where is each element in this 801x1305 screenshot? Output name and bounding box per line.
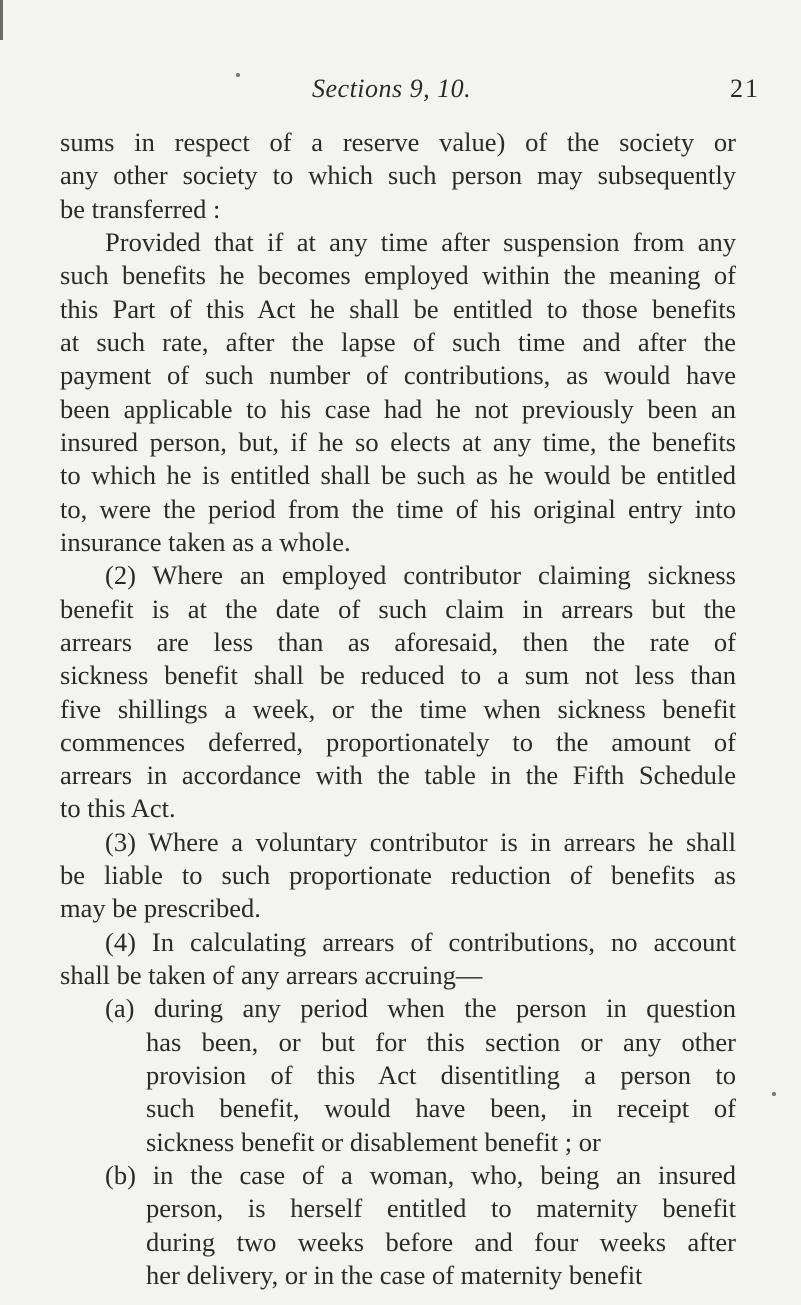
text-line: (2) Where an employed contributor claiming sickness xyxy=(105,560,736,590)
text-line: insured person, but, if he so elects at any time, the benefits xyxy=(60,427,736,457)
text-line: sickness benefit or disablement benefit ; or xyxy=(146,1127,601,1157)
page-number: 21 xyxy=(730,74,760,103)
text-line: (a) during any period when the person in question xyxy=(105,993,736,1023)
text-line: (b) in the case of a woman, who, being an insured xyxy=(105,1160,736,1190)
page-edge xyxy=(0,0,3,40)
text-line: to this Act. xyxy=(60,793,176,823)
text-line: arrears in accordance with the table in the Fifth Schedule xyxy=(60,760,736,790)
text-line: at such rate, after the lapse of such time and after the xyxy=(60,327,736,357)
text-line: commences deferred, proportionately to the amount of xyxy=(60,727,736,757)
print-speck xyxy=(236,73,240,77)
text-line: to which he is entitled shall be such as he would be entitled xyxy=(60,460,736,490)
text-line: shall be taken of any arrears accruing— xyxy=(60,960,483,990)
text-line: any other society to which such person may subsequently xyxy=(60,160,736,190)
text-line: be liable to such proportionate reduction of benefits as xyxy=(60,860,736,890)
text-line: person, is herself entitled to maternity benefit xyxy=(146,1193,736,1223)
text-line: such benefits he becomes employed within the meaning of xyxy=(60,260,736,290)
text-line: been applicable to his case had he not previously been an xyxy=(60,394,736,424)
text-line: benefit is at the date of such claim in arrears but the xyxy=(60,594,736,624)
print-speck xyxy=(772,1092,776,1096)
text-line: payment of such number of contributions, as would have xyxy=(60,360,736,390)
text-line: insurance taken as a whole. xyxy=(60,527,351,557)
page-header xyxy=(0,74,801,114)
text-line: (4) In calculating arrears of contributions, no account xyxy=(105,927,736,957)
text-line: be transferred : xyxy=(60,194,221,224)
text-line: sickness benefit shall be reduced to a sum not less than xyxy=(60,660,736,690)
text-line: provision of this Act disentitling a person to xyxy=(146,1060,736,1090)
text-line: arrears are less than as aforesaid, then the rate of xyxy=(60,627,736,657)
text-line: sums in respect of a reserve value) of the society or xyxy=(60,127,736,157)
text-line: Provided that if at any time after suspension from any xyxy=(105,227,736,257)
text-line: such benefit, would have been, in receipt of xyxy=(146,1093,736,1123)
text-line: five shillings a week, or the time when sickness benefit xyxy=(60,694,736,724)
text-line: her delivery, or in the case of maternity benefit xyxy=(146,1260,643,1290)
running-head: Sections 9, 10. xyxy=(312,74,472,103)
text-line: (3) Where a voluntary contributor is in arrears he shall xyxy=(105,827,736,857)
text-line: during two weeks before and four weeks after xyxy=(146,1227,736,1257)
text-line: has been, or but for this section or any other xyxy=(146,1027,736,1057)
text-line: may be prescribed. xyxy=(60,893,261,923)
text-line: this Part of this Act he shall be entitled to those benefits xyxy=(60,294,736,324)
text-line: to, were the period from the time of his original entry into xyxy=(60,494,736,524)
